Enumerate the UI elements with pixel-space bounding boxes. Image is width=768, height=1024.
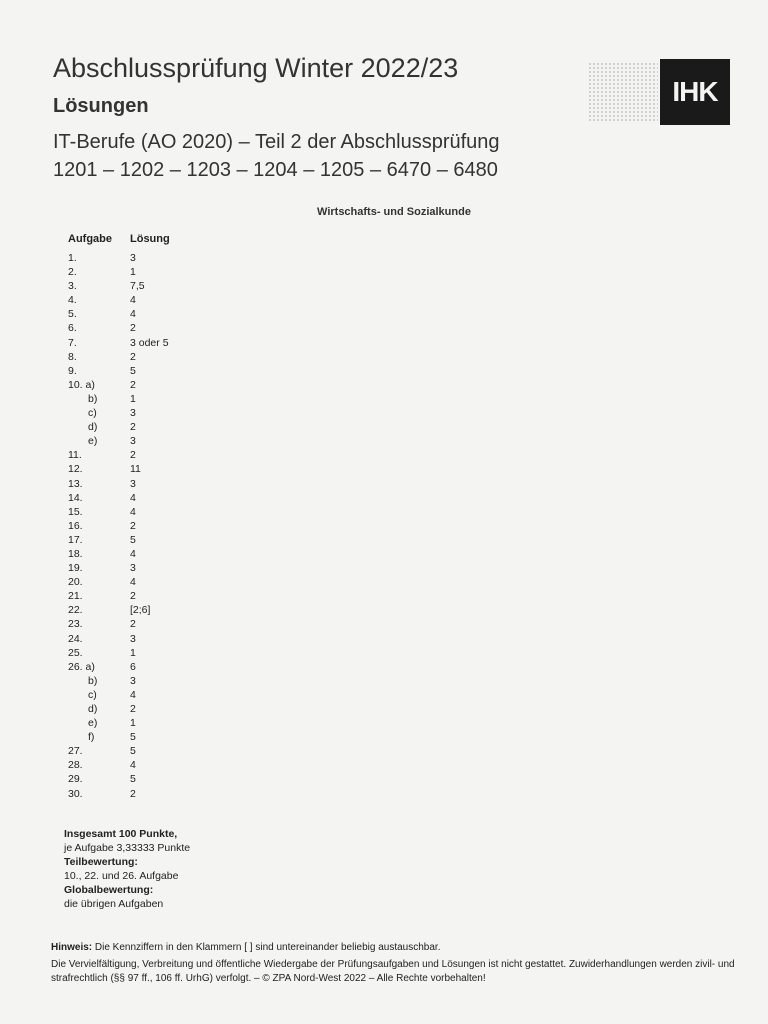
partial-scoring-label: Teilbewertung: xyxy=(64,856,138,868)
solution-value: 7,5 xyxy=(130,280,145,293)
task-number: 5. xyxy=(68,308,77,321)
table-row xyxy=(68,505,368,519)
task-number: 17. xyxy=(68,533,83,546)
table-row xyxy=(68,420,368,434)
solution-value: 2 xyxy=(130,703,136,715)
task-number: e) xyxy=(88,717,98,730)
solution-value: 3 xyxy=(130,562,136,575)
solution-value: 2 xyxy=(130,449,136,462)
solution-value: 5 xyxy=(130,731,136,744)
task-number: 15. xyxy=(68,505,83,518)
solution-value: 3 xyxy=(130,435,136,448)
task-number: b) xyxy=(88,392,98,405)
task-number: 24. xyxy=(68,632,83,645)
task-number: 22. xyxy=(68,604,83,617)
solution-value: 5 xyxy=(130,533,136,546)
solution-value: 4 xyxy=(130,547,136,560)
answer-table xyxy=(68,251,368,801)
hint-label: Hinweis: xyxy=(51,942,93,953)
solution-value: 3 oder 5 xyxy=(130,336,169,349)
task-number: 30. xyxy=(68,787,83,800)
table-row xyxy=(68,350,368,364)
task-number: 1. xyxy=(68,252,77,264)
task-number: 4. xyxy=(68,294,77,307)
solution-value: 2 xyxy=(130,350,136,363)
table-row xyxy=(68,462,368,476)
table-row xyxy=(68,406,368,420)
solution-value: 4 xyxy=(130,576,136,589)
global-scoring-label: Globalbewertung: xyxy=(64,884,154,896)
solution-value: 1 xyxy=(130,717,136,730)
solution-value: 2 xyxy=(130,421,136,434)
table-row xyxy=(68,730,368,744)
task-number: d) xyxy=(88,421,98,434)
section-title: Wirtschafts- und Sozialkunde xyxy=(317,206,471,218)
task-number: 8. xyxy=(68,350,77,363)
table-row xyxy=(68,392,368,406)
task-number: 29. xyxy=(68,773,83,786)
column-header-loesung: Lösung xyxy=(130,233,170,245)
task-number: c) xyxy=(88,688,97,701)
solution-value: 3 xyxy=(130,252,136,264)
solution-value: 3 xyxy=(130,477,136,490)
task-number: d) xyxy=(88,703,98,715)
table-row xyxy=(68,603,368,617)
task-number: 2. xyxy=(68,266,77,279)
table-row xyxy=(68,632,368,646)
task-number: f) xyxy=(88,731,95,744)
solution-value: 4 xyxy=(130,294,136,307)
task-number: 19. xyxy=(68,562,83,575)
table-row xyxy=(68,561,368,575)
solution-value: 1 xyxy=(130,266,136,279)
task-number: 20. xyxy=(68,576,83,589)
table-row xyxy=(68,477,368,491)
page-subtitle: Lösungen xyxy=(53,95,149,117)
solution-value: 2 xyxy=(130,378,136,391)
logo-dot-pattern xyxy=(588,62,658,122)
total-points: Insgesamt 100 Punkte, xyxy=(64,828,178,840)
table-row xyxy=(68,547,368,561)
table-row xyxy=(68,307,368,321)
table-row xyxy=(68,434,368,448)
table-row xyxy=(68,293,368,307)
task-number: 6. xyxy=(68,322,77,335)
table-row xyxy=(68,251,368,265)
table-row xyxy=(68,491,368,505)
table-row xyxy=(68,533,368,547)
copyright-notice: Die Vervielfältigung, Verbreitung und öffentliche Wiedergabe der Prüfungsaufgaben und Lösungen ist nicht gestattet. Zuwiderhandlungen werden zivil- und strafrechtlich (§§ 97 ff., 106 ff. UrhG) verfolgt. – © ZPA Nord-West 2022 – Alle Rechte vorbehalten! xyxy=(51,959,735,984)
scoring-summary xyxy=(64,827,190,911)
table-row xyxy=(68,519,368,533)
table-row xyxy=(68,660,368,674)
solution-value: 5 xyxy=(130,364,136,377)
task-number: 7. xyxy=(68,336,77,349)
task-number: 14. xyxy=(68,491,83,504)
page-title: Abschlussprüfung Winter 2022/23 xyxy=(53,53,459,83)
solution-value: 4 xyxy=(130,491,136,504)
task-number: 13. xyxy=(68,477,83,490)
ihk-logo: IHK xyxy=(660,59,730,125)
table-row xyxy=(68,702,368,716)
solution-value: 5 xyxy=(130,745,136,758)
table-row xyxy=(68,772,368,786)
solution-value: 3 xyxy=(130,632,136,645)
table-row xyxy=(68,744,368,758)
solution-value: 4 xyxy=(130,308,136,321)
table-row xyxy=(68,448,368,462)
solution-value: 2 xyxy=(130,590,136,603)
table-row xyxy=(68,265,368,279)
solution-value: 3 xyxy=(130,674,136,687)
solution-value: 4 xyxy=(130,759,136,772)
hint-note xyxy=(51,941,440,955)
solution-value: 5 xyxy=(130,773,136,786)
table-row xyxy=(68,787,368,801)
task-number: 21. xyxy=(68,590,83,603)
task-number: 11. xyxy=(68,449,82,462)
task-number: 26. a) xyxy=(68,660,95,673)
task-number: 25. xyxy=(68,646,83,659)
solution-value: 4 xyxy=(130,688,136,701)
task-number: 10. a) xyxy=(68,378,95,391)
hint-text: Die Kennziffern in den Klammern [ ] sind untereinander beliebig austauschbar. xyxy=(92,942,441,953)
table-row xyxy=(68,617,368,631)
solution-value: 3 xyxy=(130,407,136,420)
column-header-aufgabe: Aufgabe xyxy=(68,233,112,245)
solution-value: 2 xyxy=(130,322,136,335)
solution-value: [2;6] xyxy=(130,604,151,617)
solution-value: 6 xyxy=(130,660,136,673)
task-number: 23. xyxy=(68,618,83,631)
solution-value: 1 xyxy=(130,646,136,659)
solution-value: 11 xyxy=(130,463,141,476)
task-number: e) xyxy=(88,435,98,448)
table-row xyxy=(68,646,368,660)
task-number: 28. xyxy=(68,759,83,772)
table-row xyxy=(68,575,368,589)
points-per-task: je Aufgabe 3,33333 Punkte xyxy=(64,842,191,854)
table-row xyxy=(68,716,368,730)
table-row xyxy=(68,674,368,688)
task-number: 16. xyxy=(68,519,83,532)
exam-description: IT-Berufe (AO 2020) – Teil 2 der Abschlussprüfung xyxy=(53,131,500,153)
profession-codes: 1201 – 1202 – 1203 – 1204 – 1205 – 6470 – 6480 xyxy=(53,159,498,181)
task-number: 27. xyxy=(68,745,83,758)
table-row xyxy=(68,364,368,378)
table-row xyxy=(68,758,368,772)
task-number: 3. xyxy=(68,280,77,293)
global-scoring-value: die übrigen Aufgaben xyxy=(64,898,164,910)
solution-value: 1 xyxy=(130,392,136,405)
solution-value: 2 xyxy=(130,519,136,532)
solution-value: 2 xyxy=(130,787,136,800)
task-number: 18. xyxy=(68,547,83,560)
task-number: c) xyxy=(88,407,97,420)
solution-value: 4 xyxy=(130,505,136,518)
partial-scoring-value: 10., 22. und 26. Aufgabe xyxy=(64,870,179,882)
table-row xyxy=(68,279,368,293)
table-row xyxy=(68,336,368,350)
task-number: 9. xyxy=(68,364,77,377)
table-row xyxy=(68,589,368,603)
table-row xyxy=(68,321,368,335)
task-number: b) xyxy=(88,674,98,687)
table-row xyxy=(68,688,368,702)
table-row xyxy=(68,378,368,392)
solution-value: 2 xyxy=(130,618,136,631)
task-number: 12. xyxy=(68,463,83,476)
